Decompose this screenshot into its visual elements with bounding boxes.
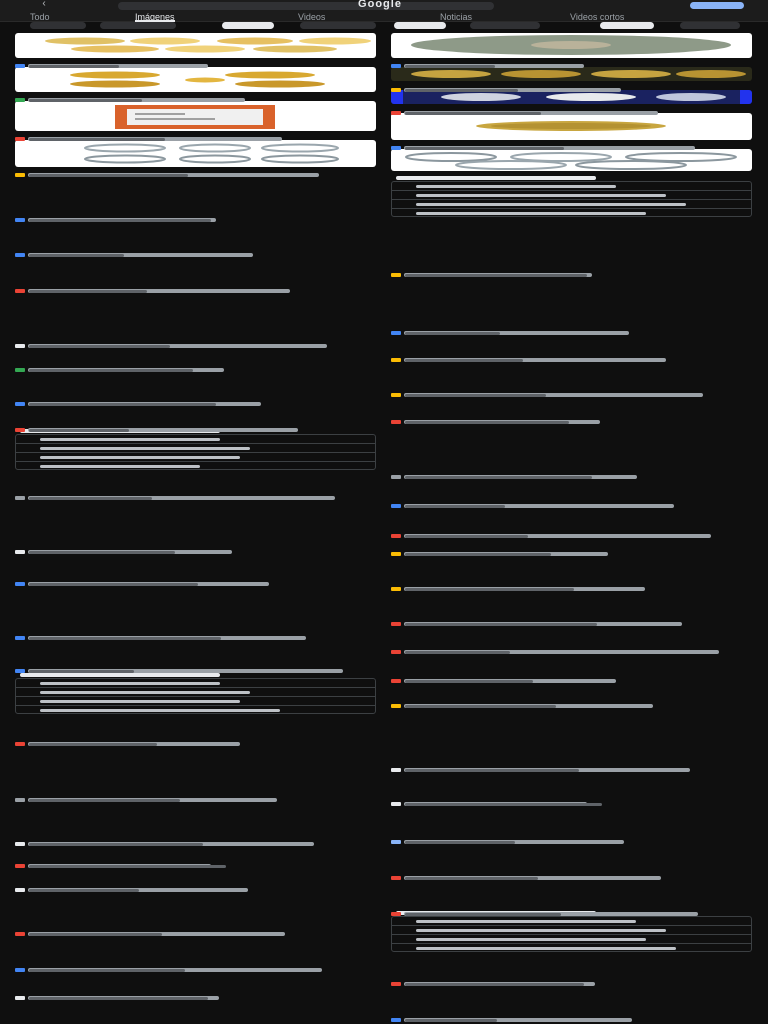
tab-imagenes[interactable]: Imágenes: [135, 12, 175, 22]
result-source: [29, 551, 175, 554]
filter-chip[interactable]: [30, 22, 86, 29]
related-search-item[interactable]: [392, 200, 751, 209]
result-source: [405, 877, 538, 880]
related-searches-heading: [396, 176, 596, 180]
result-source: [405, 535, 528, 538]
site-favicon-icon: [15, 582, 25, 586]
result-caption[interactable]: [391, 798, 736, 806]
site-favicon-icon: [15, 344, 25, 348]
related-searches: [15, 434, 376, 470]
site-favicon-icon: [391, 534, 401, 538]
result-source: [29, 743, 157, 746]
result-source: [29, 933, 162, 936]
result-source: [405, 65, 495, 68]
site-favicon-icon: [15, 98, 25, 102]
result-source: [405, 274, 587, 277]
related-searches: [15, 678, 376, 714]
site-favicon-icon: [391, 358, 401, 362]
site-favicon-icon: [391, 912, 401, 916]
site-favicon-icon: [15, 932, 25, 936]
site-favicon-icon: [15, 550, 25, 554]
result-source: [405, 505, 505, 508]
result-caption[interactable]: [391, 836, 736, 844]
related-search-item[interactable]: [392, 917, 751, 926]
result-caption[interactable]: [391, 1014, 736, 1022]
result-caption[interactable]: [391, 107, 736, 115]
result-caption[interactable]: [15, 133, 360, 141]
seal-image: [391, 33, 752, 58]
site-favicon-icon: [391, 802, 401, 806]
result-caption[interactable]: [391, 530, 736, 538]
related-search-item[interactable]: [16, 679, 375, 688]
site-favicon-icon: [391, 552, 401, 556]
related-search-item[interactable]: [16, 688, 375, 697]
result-caption[interactable]: [391, 618, 736, 626]
result-source: [29, 843, 203, 846]
filter-chip[interactable]: [680, 22, 740, 29]
site-favicon-icon: [15, 402, 25, 406]
result-caption[interactable]: [391, 327, 736, 335]
result-caption[interactable]: [15, 860, 360, 868]
result-caption[interactable]: [15, 94, 360, 102]
back-arrow-icon[interactable]: ‹: [42, 0, 46, 9]
related-search-item[interactable]: [392, 944, 751, 953]
result-source: [405, 705, 556, 708]
result-caption[interactable]: [391, 764, 736, 772]
site-favicon-icon: [15, 289, 25, 293]
tab-todo[interactable]: Todo: [30, 12, 50, 22]
site-favicon-icon: [15, 888, 25, 892]
site-favicon-icon: [15, 636, 25, 640]
seal-image: [391, 149, 752, 171]
site-favicon-icon: [391, 504, 401, 508]
related-search-item[interactable]: [392, 182, 751, 191]
seal-kit-box-image: [15, 101, 376, 131]
filter-chip[interactable]: [470, 22, 540, 29]
related-search-item[interactable]: [16, 444, 375, 453]
site-favicon-icon: [15, 996, 25, 1000]
product-banner-image: [391, 90, 752, 104]
result-caption[interactable]: [15, 992, 360, 1000]
filter-chip[interactable]: [100, 22, 176, 29]
result-caption[interactable]: [15, 492, 360, 500]
image-result-thumb[interactable]: [391, 67, 752, 81]
result-source: [405, 476, 592, 479]
site-favicon-icon: [391, 768, 401, 772]
tab-videos[interactable]: Videos: [298, 12, 326, 22]
result-source: [405, 147, 564, 150]
result-source: [29, 254, 124, 257]
image-result-thumb[interactable]: [15, 140, 376, 167]
seal-image: [391, 113, 752, 140]
site-favicon-icon: [15, 368, 25, 372]
result-source: [405, 1019, 497, 1022]
image-result-thumb[interactable]: [15, 67, 376, 92]
site-favicon-icon: [391, 679, 401, 683]
result-source: [29, 889, 139, 892]
result-source: [405, 89, 518, 92]
site-favicon-icon: [15, 842, 25, 846]
result-source: [405, 588, 574, 591]
site-favicon-icon: [15, 496, 25, 500]
tab-videos-cortos[interactable]: Videos cortos: [570, 12, 625, 22]
site-favicon-icon: [15, 64, 25, 68]
related-search-item[interactable]: [16, 435, 375, 444]
result-source: [29, 174, 188, 177]
site-favicon-icon: [391, 876, 401, 880]
site-favicon-icon: [15, 173, 25, 177]
result-source: [405, 841, 515, 844]
related-search-item[interactable]: [16, 462, 375, 471]
seal-image: [391, 67, 752, 81]
related-searches-heading: [20, 673, 220, 677]
filter-chip[interactable]: [600, 22, 654, 29]
site-favicon-icon: [15, 428, 25, 432]
result-source: [29, 583, 198, 586]
result-caption[interactable]: [15, 214, 360, 222]
related-searches: [391, 181, 752, 217]
image-result-thumb[interactable]: [391, 90, 752, 104]
image-result-thumb[interactable]: [15, 101, 376, 131]
related-search-item[interactable]: [392, 935, 751, 944]
site-favicon-icon: [391, 64, 401, 68]
related-search-item[interactable]: [392, 209, 751, 218]
site-favicon-icon: [391, 393, 401, 397]
result-caption[interactable]: [391, 675, 736, 683]
result-caption[interactable]: [391, 269, 736, 277]
result-caption[interactable]: [15, 928, 360, 936]
site-favicon-icon: [391, 146, 401, 150]
site-favicon-icon: [391, 840, 401, 844]
site-favicon-icon: [15, 137, 25, 141]
result-source: [405, 769, 579, 772]
result-caption[interactable]: [15, 424, 360, 432]
result-source: [405, 553, 551, 556]
related-search-item[interactable]: [392, 191, 751, 200]
result-caption[interactable]: [15, 738, 360, 746]
site-favicon-icon: [391, 587, 401, 591]
site-favicon-icon: [15, 742, 25, 746]
image-result-thumb[interactable]: [391, 113, 752, 140]
site-favicon-icon: [391, 650, 401, 654]
image-result-thumb[interactable]: [391, 149, 752, 171]
result-caption[interactable]: [391, 500, 736, 508]
result-source: [405, 394, 546, 397]
result-source: [29, 138, 165, 141]
result-source: [405, 680, 533, 683]
result-source: [29, 369, 193, 372]
result-caption[interactable]: [391, 872, 736, 880]
result-source: [29, 799, 180, 802]
result-caption[interactable]: [15, 546, 360, 554]
site-favicon-icon: [15, 864, 25, 868]
result-caption[interactable]: [391, 583, 736, 591]
related-search-item[interactable]: [16, 706, 375, 715]
result-caption[interactable]: [15, 364, 360, 372]
result-caption[interactable]: [391, 646, 736, 654]
result-source: [405, 421, 569, 424]
result-source: [405, 913, 561, 916]
result-source: [29, 345, 170, 348]
result-source: [29, 65, 119, 68]
site-favicon-icon: [15, 968, 25, 972]
result-source: [405, 651, 510, 654]
site-favicon-icon: [391, 704, 401, 708]
result-caption[interactable]: [15, 632, 360, 640]
result-caption[interactable]: [15, 398, 360, 406]
apps-button[interactable]: [690, 2, 744, 9]
tab-noticias[interactable]: Noticias: [440, 12, 473, 22]
site-favicon-icon: [391, 111, 401, 115]
result-caption[interactable]: [15, 249, 360, 257]
image-result-thumb[interactable]: [391, 33, 752, 58]
result-caption[interactable]: [391, 548, 736, 556]
result-source: [29, 670, 134, 673]
result-caption[interactable]: [391, 700, 736, 708]
result-source: [29, 497, 152, 500]
related-search-item[interactable]: [16, 453, 375, 462]
site-favicon-icon: [15, 218, 25, 222]
result-source: [405, 112, 541, 115]
result-caption[interactable]: [391, 389, 736, 397]
filter-chips: [0, 22, 768, 30]
site-favicon-icon: [391, 982, 401, 986]
filter-chip[interactable]: [300, 22, 376, 29]
site-favicon-icon: [391, 622, 401, 626]
result-source: [405, 359, 523, 362]
site-favicon-icon: [391, 88, 401, 92]
result-caption[interactable]: [391, 60, 736, 68]
related-search-item[interactable]: [16, 697, 375, 706]
result-caption[interactable]: [391, 84, 736, 92]
result-source: [29, 865, 226, 868]
result-source: [29, 290, 147, 293]
seal-image: [15, 140, 376, 167]
result-source: [405, 983, 584, 986]
result-caption[interactable]: [15, 964, 360, 972]
result-caption[interactable]: [391, 471, 736, 479]
google-logo[interactable]: Google: [358, 0, 402, 10]
site-favicon-icon: [391, 331, 401, 335]
result-caption[interactable]: [15, 884, 360, 892]
result-caption[interactable]: [15, 665, 360, 673]
result-caption[interactable]: [15, 838, 360, 846]
site-favicon-icon: [15, 669, 25, 673]
result-source: [29, 969, 185, 972]
related-search-item[interactable]: [392, 926, 751, 935]
result-source: [29, 219, 211, 222]
related-searches: [391, 916, 752, 952]
result-caption[interactable]: [15, 340, 360, 348]
result-caption[interactable]: [15, 169, 360, 177]
filter-chip[interactable]: [222, 22, 274, 29]
result-caption[interactable]: [391, 354, 736, 362]
result-source: [405, 803, 602, 806]
site-favicon-icon: [391, 420, 401, 424]
result-source: [29, 429, 129, 432]
search-tabs: [30, 12, 740, 22]
result-source: [405, 332, 500, 335]
site-favicon-icon: [391, 1018, 401, 1022]
site-favicon-icon: [391, 475, 401, 479]
result-source: [29, 637, 221, 640]
result-source: [29, 99, 142, 102]
filter-chip[interactable]: [394, 22, 446, 29]
result-caption[interactable]: [15, 794, 360, 802]
result-caption[interactable]: [15, 60, 360, 68]
result-source: [405, 623, 597, 626]
seal-image: [15, 67, 376, 92]
result-caption[interactable]: [391, 978, 736, 986]
result-caption[interactable]: [391, 908, 736, 916]
result-source: [29, 997, 208, 1000]
result-caption[interactable]: [15, 578, 360, 586]
seal-image: [15, 33, 376, 58]
result-caption[interactable]: [391, 416, 736, 424]
result-caption[interactable]: [391, 142, 736, 150]
result-caption[interactable]: [15, 285, 360, 293]
site-favicon-icon: [15, 253, 25, 257]
result-source: [29, 403, 216, 406]
image-result-thumb[interactable]: [15, 33, 376, 58]
site-favicon-icon: [391, 273, 401, 277]
site-favicon-icon: [15, 798, 25, 802]
